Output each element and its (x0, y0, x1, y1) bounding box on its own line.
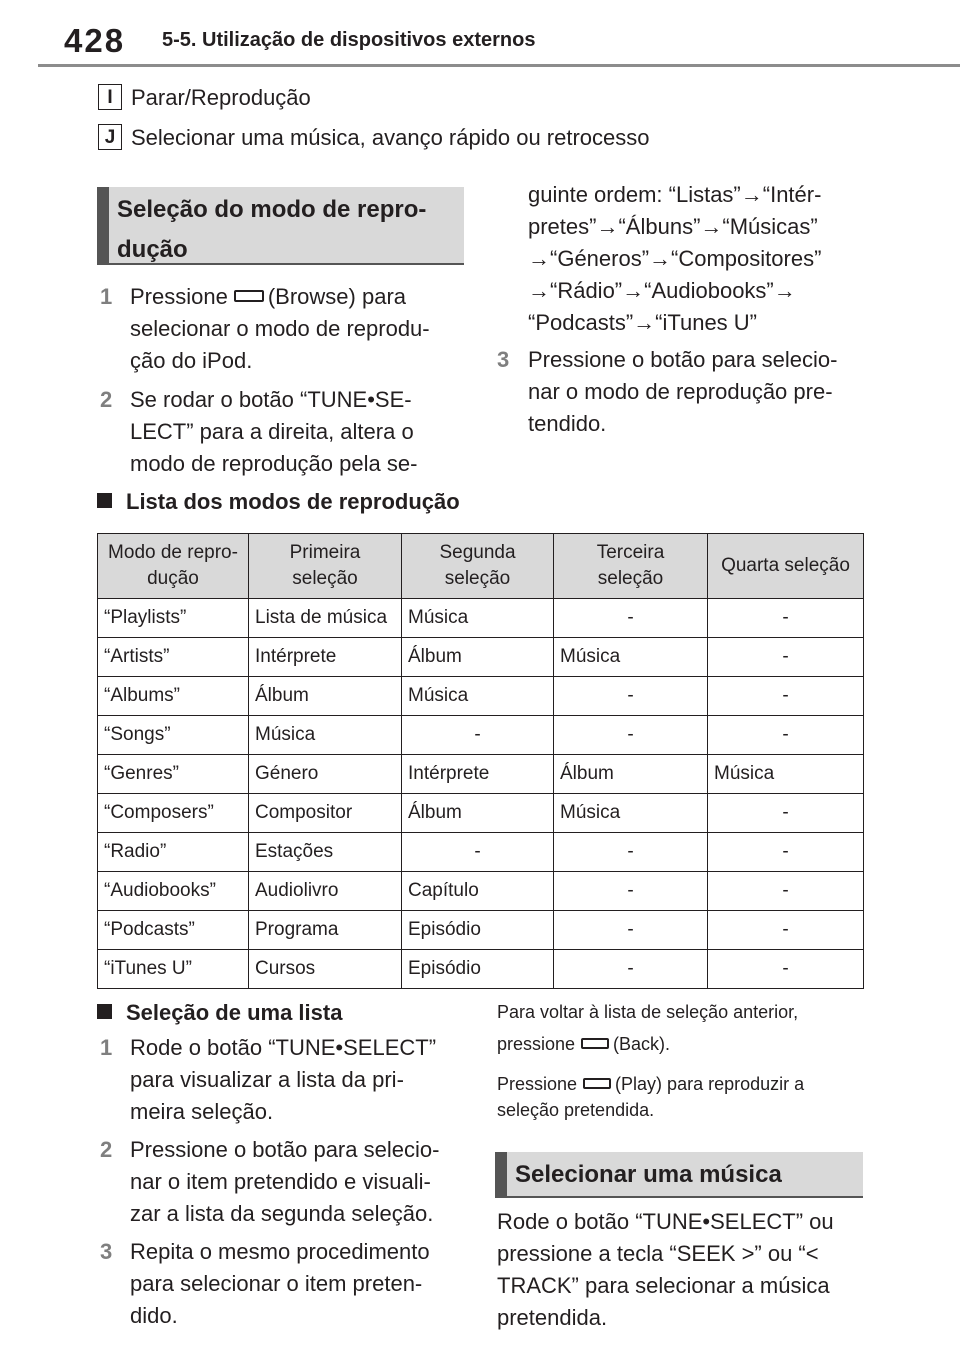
table-cell: - (554, 911, 708, 950)
order-line: guinte ordem: “Listas”→“Intér- (528, 182, 822, 207)
song-select-heading-text: Selecionar uma música (515, 1161, 782, 1188)
playmode-heading-line1: Seleção do modo de repro- (117, 196, 427, 223)
song-select-heading (495, 1152, 863, 1198)
table-cell: - (402, 833, 554, 872)
step-number: 2 (100, 387, 113, 412)
playmode-heading (97, 187, 464, 265)
playmode-heading-line2: dução (117, 236, 188, 263)
step-number: 1 (100, 284, 113, 309)
table-cell: “Artists” (98, 638, 249, 677)
step-text: Repita o mesmo procedimento (130, 1239, 430, 1264)
table-cell: “Songs” (98, 716, 249, 755)
table-row (98, 677, 864, 716)
table-row (98, 911, 864, 950)
table-cell: Episódio (402, 950, 554, 989)
column-header: Modo de repro- dução (98, 534, 249, 599)
song-select-line: Rode o botão “TUNE•SELECT” ou (497, 1209, 834, 1234)
step-text: (Browse) para (267, 284, 406, 309)
table-cell: - (708, 677, 864, 716)
step-number: 3 (100, 1239, 113, 1264)
step-text: para selecionar o item preten- (130, 1271, 423, 1296)
table-cell: Música (708, 755, 864, 794)
table-row (98, 716, 864, 755)
step-text: nar o modo de reprodução pre- (528, 379, 833, 404)
table-cell: Álbum (249, 677, 402, 716)
step-text: Se rodar o botão “TUNE•SE- (130, 387, 412, 412)
table-cell: “Radio” (98, 833, 249, 872)
list-step-1 (100, 1032, 480, 1132)
table-cell: - (708, 872, 864, 911)
section-title: 5-5. Utilização de dispositivos externos (162, 29, 536, 51)
table-cell: - (554, 950, 708, 989)
note-text: seleção pretendida. (497, 1100, 655, 1120)
table-row (98, 638, 864, 677)
table-cell: Álbum (402, 638, 554, 677)
table-cell: Compositor (249, 794, 402, 833)
step-text: selecionar o modo de reprodu- (130, 316, 430, 341)
modes-table-title-text: Lista dos modos de reprodução (126, 489, 460, 514)
step-text: Pressione o botão para selecio- (130, 1137, 440, 1162)
table-cell: - (402, 716, 554, 755)
table-cell: Intérprete (402, 755, 554, 794)
table-cell: - (708, 599, 864, 638)
step-text: meira seleção. (130, 1099, 274, 1124)
step-text: zar a lista da segunda seleção. (130, 1201, 434, 1226)
order-line: “Podcasts”→“iTunes U” (528, 310, 758, 335)
table-cell: - (708, 638, 864, 677)
step-number: 1 (100, 1035, 113, 1060)
step-text: ção do iPod. (130, 348, 253, 373)
table-cell: Programa (249, 911, 402, 950)
playmode-order-text (528, 179, 908, 339)
table-row (98, 833, 864, 872)
step-text: Pressione (130, 284, 228, 309)
list-select-title (97, 1000, 342, 1026)
note-text: (Play) para reproduzir a (615, 1074, 805, 1094)
table-cell: - (708, 833, 864, 872)
column-header: Quarta seleção (708, 534, 864, 599)
table-cell: Capítulo (402, 872, 554, 911)
table-cell: Audiolivro (249, 872, 402, 911)
step-text: dido. (130, 1303, 178, 1328)
step-text: Pressione o botão para selecio- (528, 347, 838, 372)
table-cell: Cursos (249, 950, 402, 989)
table-cell: Música (402, 677, 554, 716)
table-cell: Intérprete (249, 638, 402, 677)
table-cell: “Composers” (98, 794, 249, 833)
back-note (497, 999, 877, 1057)
step-text: nar o item pretendido e visuali- (130, 1169, 431, 1194)
legend-marker-j: J (98, 124, 122, 150)
song-select-text (497, 1206, 917, 1334)
order-line: →“Géneros”→“Compositores” (528, 246, 822, 271)
note-text: (Back). (613, 1034, 671, 1054)
table-cell: Género (249, 755, 402, 794)
step-text: LECT” para a direita, altera o (130, 419, 414, 444)
modes-table (97, 533, 864, 989)
header-divider (38, 64, 960, 67)
table-cell: Álbum (554, 755, 708, 794)
table-row (98, 872, 864, 911)
column-header: Primeira seleção (249, 534, 402, 599)
step-number: 3 (497, 347, 510, 372)
table-cell: Música (554, 638, 708, 677)
table-cell: - (554, 833, 708, 872)
note-text: Para voltar à lista de seleção anterior, (497, 1002, 799, 1022)
table-cell: Música (554, 794, 708, 833)
table-cell: - (708, 794, 864, 833)
table-cell: “Audiobooks” (98, 872, 249, 911)
table-cell: - (708, 911, 864, 950)
table-cell: “Playlists” (98, 599, 249, 638)
song-select-line: pretendida. (497, 1305, 608, 1330)
table-cell: - (708, 716, 864, 755)
table-row (98, 755, 864, 794)
table-cell: “Genres” (98, 755, 249, 794)
legend-marker-i: I (98, 84, 122, 110)
modes-table-title (97, 489, 460, 515)
table-row (98, 950, 864, 989)
table-cell: - (708, 950, 864, 989)
legend-text-j: Selecionar uma música, avanço rápido ou retrocesso (131, 125, 650, 150)
order-line: pretes”→“Álbuns”→“Músicas” (528, 214, 818, 239)
table-cell: “Podcasts” (98, 911, 249, 950)
column-header: Terceira seleção (554, 534, 708, 599)
page-number: 428 (64, 22, 126, 59)
table-cell: Estações (249, 833, 402, 872)
step-text: modo de reprodução pela se- (130, 451, 418, 476)
table-cell: Lista de música (249, 599, 402, 638)
table-cell: - (554, 872, 708, 911)
note-text: pressione (497, 1034, 576, 1054)
list-step-3 (100, 1236, 480, 1336)
square-bullet-icon (97, 1004, 112, 1019)
table-row (98, 599, 864, 638)
step-text: para visualizar a lista da pri- (130, 1067, 404, 1092)
list-step-2 (100, 1134, 480, 1234)
table-cell: - (554, 677, 708, 716)
table-cell: Álbum (402, 794, 554, 833)
browse-button-icon (234, 290, 264, 302)
table-row (98, 794, 864, 833)
legend-text-i: Parar/Reprodução (131, 85, 311, 110)
back-button-icon (581, 1038, 609, 1049)
step-number: 2 (100, 1137, 113, 1162)
column-header: Segunda seleção (402, 534, 554, 599)
playmode-step-3 (497, 344, 897, 444)
table-header-row (98, 534, 864, 599)
note-text: Pressione (497, 1074, 578, 1094)
step-text: tendido. (528, 411, 607, 436)
list-select-title-text: Seleção de uma lista (126, 1000, 343, 1025)
table-cell: Música (249, 716, 402, 755)
table-cell: “Albums” (98, 677, 249, 716)
playmode-step-1 (100, 281, 480, 381)
table-cell: - (554, 716, 708, 755)
song-select-line: pressione a tecla “SEEK >” ou “< (497, 1241, 819, 1266)
table-cell: - (554, 599, 708, 638)
table-cell: Música (402, 599, 554, 638)
table-cell: Episódio (402, 911, 554, 950)
song-select-line: TRACK” para selecionar a música (497, 1273, 830, 1298)
play-button-icon (583, 1078, 611, 1089)
order-line: →“Rádio”→“Audiobooks”→ (528, 278, 796, 303)
square-bullet-icon (97, 493, 112, 508)
playmode-step-2 (100, 384, 480, 484)
play-note (497, 1071, 877, 1123)
step-text: Rode o botão “TUNE•SELECT” (130, 1035, 437, 1060)
table-cell: “iTunes U” (98, 950, 249, 989)
